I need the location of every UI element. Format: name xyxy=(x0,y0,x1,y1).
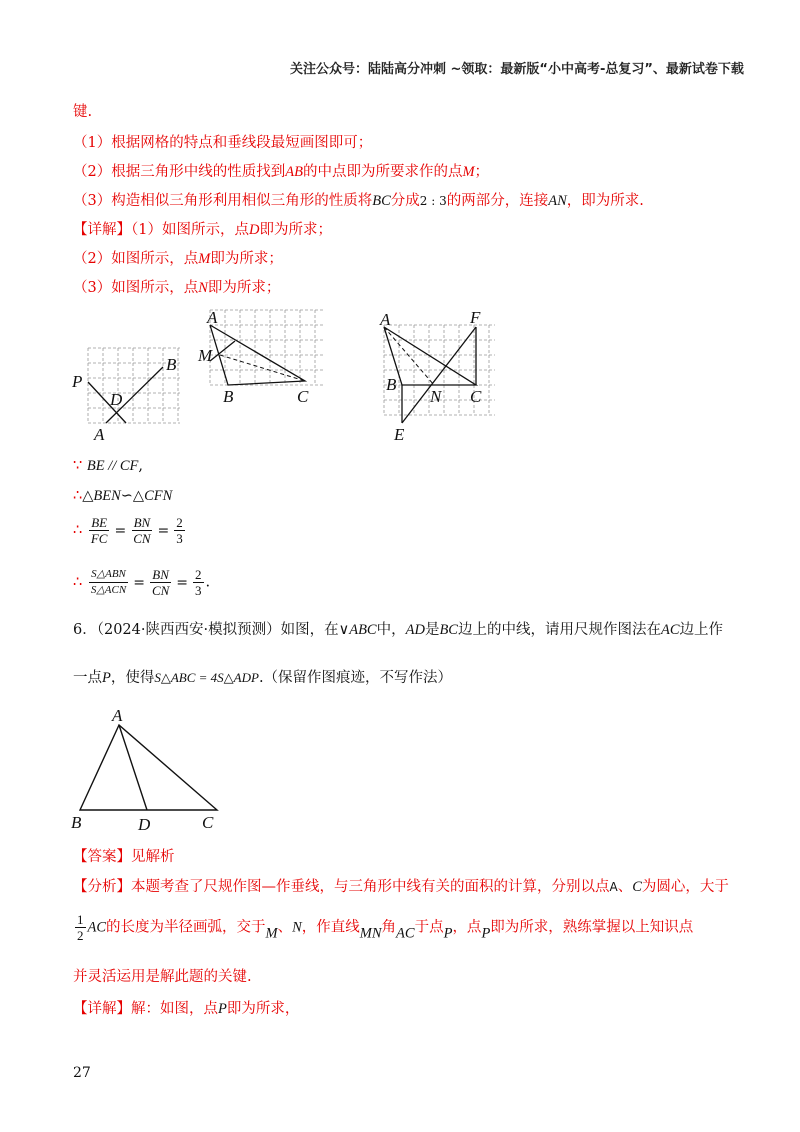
punct: , xyxy=(138,458,144,474)
analysis-tag: 【分析】 xyxy=(73,879,131,895)
label-m: M xyxy=(198,346,213,365)
math-p: P xyxy=(218,1001,227,1017)
page-number: 27 xyxy=(73,1065,91,1081)
text: （1）如图所示，点 xyxy=(131,222,249,238)
math-p: P xyxy=(481,925,491,942)
analysis-line-0: 键. xyxy=(73,104,93,120)
proof-expr: △BEN∽△CFN xyxy=(82,488,173,504)
text: 即为所求； xyxy=(259,222,332,238)
numerator: BE xyxy=(91,515,108,530)
text: （3）如图所示，点 xyxy=(73,280,199,296)
math-ab: AB xyxy=(285,164,303,180)
text: 、 xyxy=(617,879,633,895)
math-n: N xyxy=(292,919,302,936)
triangle-abc xyxy=(80,725,217,810)
detail-line-1 xyxy=(73,218,332,239)
punct: . xyxy=(205,574,211,591)
therefore-symbol: ∴ xyxy=(73,488,83,504)
label-a: A xyxy=(380,310,391,329)
denominator: 2 xyxy=(77,928,84,943)
analysis2-line-3: 并灵活运用是解此题的关键. xyxy=(73,969,252,985)
grid-figure-3 xyxy=(370,305,505,445)
math-ac: AC xyxy=(396,925,415,942)
numerator: 2 xyxy=(176,515,183,530)
page-header: 关注公众号：陆陆高分冲刺 ~领取：最新版“小中高考-总复习”、最新试卷下载 xyxy=(290,62,744,77)
detail-tag: 【详解】 xyxy=(73,222,131,238)
label-p: P xyxy=(72,372,83,391)
text: 的两部分，连接 xyxy=(446,193,549,209)
analysis-line-3 xyxy=(73,189,644,210)
denominator: 3 xyxy=(195,583,202,598)
text: 为圆心，大于 xyxy=(641,879,729,895)
proof-expr: BE // CF xyxy=(86,458,139,474)
label-c: C xyxy=(202,813,214,830)
fraction xyxy=(193,567,204,598)
fraction xyxy=(89,515,110,546)
text: 边上的中线，请用尺规作图法在 xyxy=(457,622,661,638)
proof-step-2 xyxy=(73,488,172,505)
q6-line-1 xyxy=(73,618,723,639)
median-line xyxy=(220,355,305,381)
text: （3）构造相似三角形利用相似三角形的性质将 xyxy=(73,193,373,209)
fraction xyxy=(174,515,185,546)
therefore-symbol: ∴ xyxy=(73,522,83,539)
label-b: B xyxy=(223,387,234,406)
text: 于点 xyxy=(414,919,444,936)
label-d: D xyxy=(138,815,151,830)
text: （2）如图所示，点 xyxy=(73,251,199,267)
text: 即为所求，熟练掌握以上知识点 xyxy=(490,919,694,936)
text: （2）根据三角形中线的性质找到 xyxy=(73,164,286,180)
figure-1-lines xyxy=(88,367,163,423)
math-m: M xyxy=(198,251,211,267)
triangle-figure xyxy=(68,705,228,830)
denominator: CN xyxy=(151,583,170,598)
denominator: 3 xyxy=(176,531,183,546)
detail-line-2 xyxy=(73,247,283,268)
text: ； xyxy=(474,164,490,180)
fraction xyxy=(89,567,128,598)
analysis2-line-2 xyxy=(73,912,693,943)
fraction xyxy=(131,515,152,546)
label-e: E xyxy=(394,425,405,444)
label-b: B xyxy=(71,813,82,830)
text: 6．（2024·陕西西安·模拟预测）如图，在 xyxy=(73,622,339,638)
proof-step-3: ∴ $\frac{BE}{FC}$ = $\frac{BN}{CN}$ = $\frac{2}{3}$ xyxy=(73,515,183,546)
text: 角 xyxy=(381,919,397,936)
math-m: M xyxy=(462,164,475,180)
math-n: N xyxy=(198,280,208,296)
analysis2-line-1 xyxy=(73,875,729,896)
label-a: A xyxy=(112,706,123,725)
math-mn: MN xyxy=(359,925,382,942)
math-c: C xyxy=(632,879,642,895)
numerator: BN xyxy=(152,567,169,582)
label-n: N xyxy=(430,387,442,406)
math-bc: BC xyxy=(439,622,458,638)
text: ，作直线 xyxy=(301,919,360,936)
text: ，即为所求. xyxy=(566,193,644,209)
proof-step-1 xyxy=(73,458,143,475)
label-a: A xyxy=(94,425,105,444)
math-d: D xyxy=(248,222,260,238)
math-p: P xyxy=(443,925,453,942)
label-b: B xyxy=(166,355,177,374)
text: 、 xyxy=(277,919,293,936)
therefore-symbol: ∴ xyxy=(73,574,83,591)
label-d: D xyxy=(110,390,123,409)
answer-tag: 【答案】 xyxy=(73,849,131,865)
label-c: C xyxy=(470,387,482,406)
fraction xyxy=(150,567,171,598)
numerator: S△ABN xyxy=(89,567,128,583)
numerator: 2 xyxy=(195,567,202,582)
because-symbol: ∵ xyxy=(73,458,83,474)
text: 分成 xyxy=(390,193,420,209)
math-m: M xyxy=(265,925,278,942)
math-p: P xyxy=(102,670,111,686)
math-an: AN xyxy=(548,193,567,209)
text: 边上作 xyxy=(679,622,723,638)
text: 即为所求； xyxy=(210,251,283,267)
answer-line xyxy=(73,845,175,866)
math-ac: AC xyxy=(660,622,680,638)
math-ad: AD xyxy=(405,622,425,638)
text: ，使得 xyxy=(110,670,155,686)
numerator: BN xyxy=(133,515,151,530)
grid-figure-2 xyxy=(195,305,330,410)
label-b: B xyxy=(386,375,397,394)
denominator: FC xyxy=(90,531,108,546)
text: 即为所求； xyxy=(207,280,281,296)
detail-tag: 【详解】 xyxy=(73,1001,131,1017)
label-f: F xyxy=(470,308,481,327)
math-a: A xyxy=(609,880,618,894)
math-ratio: 2 : 3 xyxy=(419,194,447,208)
detail-line-3 xyxy=(73,276,280,297)
numerator: 1 xyxy=(77,912,84,927)
text: 本题考查了尺规作图—作垂线，与三角形中线有关的面积的计算，分别以点 xyxy=(131,879,610,895)
proof-step-4: ∴ $\frac{\text{S△ABN}}{\text{S△ACN}}$ = $\frac{BN}{CN}$ = $\frac{2}{3}$ . xyxy=(73,567,211,598)
text: 的中点即为所要求作的点 xyxy=(302,164,463,180)
math-triangle: ∨ABC xyxy=(338,622,377,638)
math-bc: BC xyxy=(372,193,391,209)
text: 即为所求， xyxy=(226,1001,300,1017)
math-ac: AC xyxy=(87,919,107,936)
label-a: A xyxy=(207,308,218,327)
analysis-line-1: （1）根据网格的特点和垂线段最短画图即可； xyxy=(73,135,373,151)
text: 的长度为半径画弧，交于 xyxy=(106,919,266,936)
fraction-half xyxy=(75,912,86,943)
label-c: C xyxy=(297,387,309,406)
detail2-line xyxy=(73,997,299,1018)
text: 解：如图，点 xyxy=(131,1001,218,1017)
text: 中， xyxy=(376,622,406,638)
math-area-formula: S△ABC = 4S△ADP xyxy=(154,670,259,685)
text: .（保留作图痕迹，不写作法） xyxy=(258,670,453,686)
analysis-line-2 xyxy=(73,160,489,181)
text: ，点 xyxy=(452,919,482,936)
text: 一点 xyxy=(73,670,102,686)
answer-text: 见解析 xyxy=(131,849,175,865)
denominator: CN xyxy=(133,531,151,546)
text: 是 xyxy=(424,622,440,638)
denominator: S△ACN xyxy=(90,584,127,596)
grid-figure-1 xyxy=(70,340,190,445)
q6-line-2 xyxy=(73,666,452,687)
figure-3-lines xyxy=(384,327,476,423)
